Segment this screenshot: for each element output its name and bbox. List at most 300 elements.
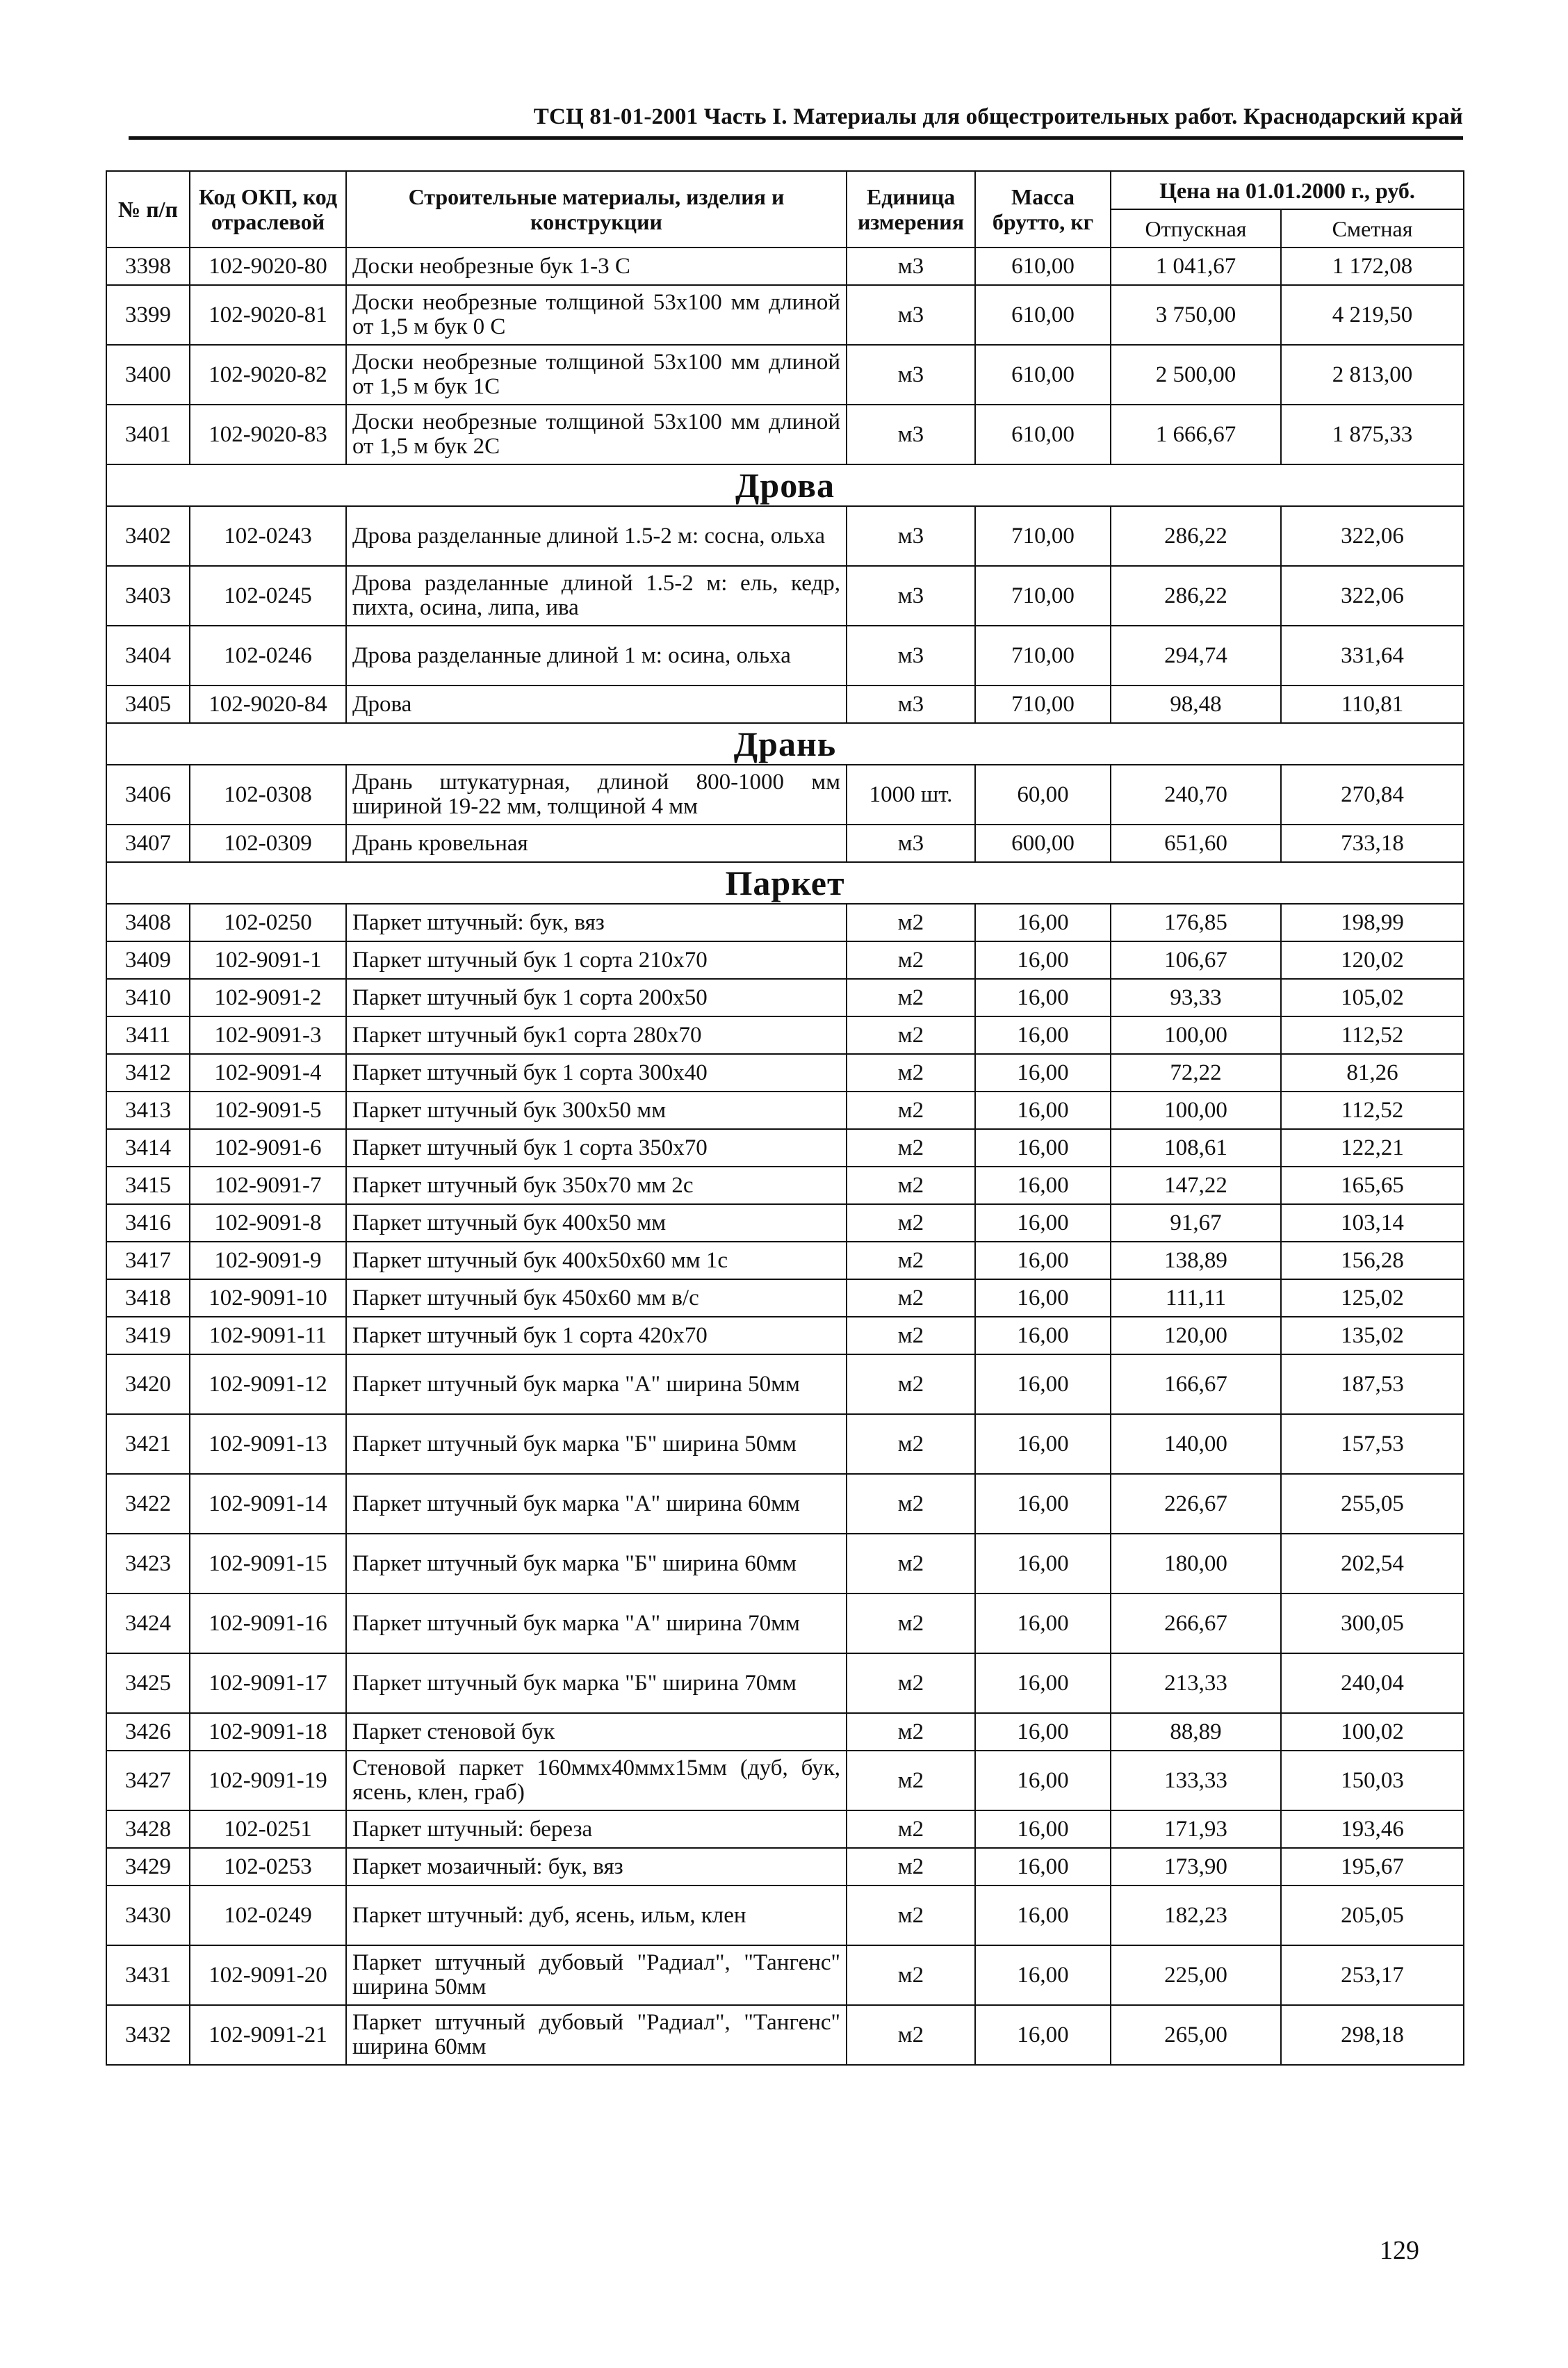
cell-estimate-price: 205,05: [1281, 1886, 1464, 1945]
table-row: [106, 1016, 1464, 1054]
cell-name: Паркет штучный бук 1 сорта 200х50: [346, 979, 847, 1016]
table-row: [106, 1279, 1464, 1317]
cell-release-price: 3 750,00: [1111, 285, 1281, 345]
cell-release-price: 100,00: [1111, 1092, 1281, 1129]
cell-estimate-price: 1 172,08: [1281, 248, 1464, 285]
cell-unit: м3: [847, 506, 975, 566]
cell-mass: 16,00: [975, 1354, 1111, 1414]
cell-estimate-price: 105,02: [1281, 979, 1464, 1016]
cell-estimate-price: 110,81: [1281, 686, 1464, 723]
table-row: [106, 1317, 1464, 1354]
cell-num: 3400: [106, 345, 190, 405]
cell-num: 3425: [106, 1653, 190, 1713]
table-row: [106, 979, 1464, 1016]
cell-code: 102-0309: [190, 825, 346, 862]
cell-estimate-price: 733,18: [1281, 825, 1464, 862]
cell-estimate-price: 100,02: [1281, 1713, 1464, 1751]
cell-name: Паркет штучный: береза: [346, 1810, 847, 1848]
cell-estimate-price: 1 875,33: [1281, 405, 1464, 464]
cell-name: Паркет штучный бук марка "Б" ширина 70мм: [346, 1653, 847, 1713]
cell-code: 102-9091-10: [190, 1279, 346, 1317]
cell-estimate-price: 112,52: [1281, 1092, 1464, 1129]
cell-mass: 610,00: [975, 345, 1111, 405]
table-row: [106, 1751, 1464, 1810]
cell-mass: 16,00: [975, 1751, 1111, 1810]
cell-name: Паркет штучный бук марка "А" ширина 50мм: [346, 1354, 847, 1414]
cell-num: 3413: [106, 1092, 190, 1129]
cell-unit: м2: [847, 1945, 975, 2005]
cell-name: Паркет штучный: дуб, ясень, ильм, клен: [346, 1886, 847, 1945]
cell-name: Паркет штучный дубовый "Радиал", "Тангенс" ширина 50мм: [346, 1945, 847, 2005]
cell-num: 3429: [106, 1848, 190, 1886]
cell-code: 102-9020-83: [190, 405, 346, 464]
cell-num: 3401: [106, 405, 190, 464]
cell-num: 3414: [106, 1129, 190, 1167]
table-row: [106, 1054, 1464, 1092]
section-row: [106, 464, 1464, 506]
cell-unit: м2: [847, 1886, 975, 1945]
cell-mass: 16,00: [975, 1713, 1111, 1751]
cell-unit: м3: [847, 626, 975, 686]
cell-code: 102-0243: [190, 506, 346, 566]
table-row: [106, 1242, 1464, 1279]
cell-num: 3430: [106, 1886, 190, 1945]
cell-name: Паркет штучный бук марка "А" ширина 60мм: [346, 1474, 847, 1534]
cell-name: Дрань кровельная: [346, 825, 847, 862]
cell-release-price: 106,67: [1111, 941, 1281, 979]
cell-code: 102-9091-8: [190, 1204, 346, 1242]
cell-name: Паркет штучный: бук, вяз: [346, 904, 847, 941]
table-row: [106, 1945, 1464, 2005]
cell-mass: 16,00: [975, 1092, 1111, 1129]
cell-unit: м3: [847, 345, 975, 405]
cell-estimate-price: 150,03: [1281, 1751, 1464, 1810]
cell-mass: 16,00: [975, 1279, 1111, 1317]
cell-mass: 16,00: [975, 1414, 1111, 1474]
cell-unit: м3: [847, 825, 975, 862]
cell-release-price: 147,22: [1111, 1167, 1281, 1204]
page-number: 129: [1380, 2236, 1419, 2265]
cell-unit: м2: [847, 1242, 975, 1279]
cell-code: 102-0249: [190, 1886, 346, 1945]
cell-mass: 16,00: [975, 1129, 1111, 1167]
cell-unit: м2: [847, 1534, 975, 1593]
cell-num: 3422: [106, 1474, 190, 1534]
cell-unit: м2: [847, 941, 975, 979]
cell-name: Паркет штучный бук марка "Б" ширина 60мм: [346, 1534, 847, 1593]
cell-estimate-price: 112,52: [1281, 1016, 1464, 1054]
cell-num: 3412: [106, 1054, 190, 1092]
cell-unit: м3: [847, 566, 975, 626]
cell-unit: м2: [847, 1167, 975, 1204]
cell-name: Паркет штучный бук1 сорта 280х70: [346, 1016, 847, 1054]
section-row: [106, 862, 1464, 904]
cell-num: 3406: [106, 765, 190, 825]
cell-name: Дрова разделанные длиной 1 м: осина, ольха: [346, 626, 847, 686]
cell-name: Паркет штучный бук 1 сорта 350х70: [346, 1129, 847, 1167]
cell-mass: 16,00: [975, 1204, 1111, 1242]
cell-estimate-price: 125,02: [1281, 1279, 1464, 1317]
col-header-code: Код ОКП, код отраслевой: [190, 171, 346, 248]
cell-mass: 610,00: [975, 405, 1111, 464]
cell-release-price: 72,22: [1111, 1054, 1281, 1092]
cell-mass: 16,00: [975, 1653, 1111, 1713]
cell-mass: 16,00: [975, 1810, 1111, 1848]
cell-num: 3419: [106, 1317, 190, 1354]
cell-code: 102-9091-12: [190, 1354, 346, 1414]
cell-unit: м2: [847, 1653, 975, 1713]
cell-code: 102-9091-1: [190, 941, 346, 979]
cell-num: 3411: [106, 1016, 190, 1054]
table-row: [106, 1354, 1464, 1414]
cell-release-price: 286,22: [1111, 506, 1281, 566]
cell-estimate-price: 4 219,50: [1281, 285, 1464, 345]
table-row: [106, 506, 1464, 566]
cell-mass: 16,00: [975, 1945, 1111, 2005]
cell-code: 102-0250: [190, 904, 346, 941]
table-header: [106, 171, 1464, 248]
cell-unit: м3: [847, 285, 975, 345]
cell-name: Паркет мозаичный: бук, вяз: [346, 1848, 847, 1886]
cell-code: 102-9020-80: [190, 248, 346, 285]
cell-release-price: 133,33: [1111, 1751, 1281, 1810]
cell-release-price: 266,67: [1111, 1593, 1281, 1653]
cell-name: Дрова разделанные длиной 1.5-2 м: сосна, ольха: [346, 506, 847, 566]
cell-estimate-price: 120,02: [1281, 941, 1464, 979]
cell-release-price: 294,74: [1111, 626, 1281, 686]
cell-release-price: 108,61: [1111, 1129, 1281, 1167]
cell-mass: 610,00: [975, 248, 1111, 285]
cell-unit: м2: [847, 1129, 975, 1167]
cell-estimate-price: 193,46: [1281, 1810, 1464, 1848]
cell-release-price: 226,67: [1111, 1474, 1281, 1534]
cell-estimate-price: 195,67: [1281, 1848, 1464, 1886]
cell-name: Доски необрезные бук 1-3 С: [346, 248, 847, 285]
cell-num: 3398: [106, 248, 190, 285]
cell-name: Паркет штучный бук 1 сорта 300х40: [346, 1054, 847, 1092]
cell-estimate-price: 156,28: [1281, 1242, 1464, 1279]
cell-release-price: 173,90: [1111, 1848, 1281, 1886]
table-row: [106, 248, 1464, 285]
cell-code: 102-9091-9: [190, 1242, 346, 1279]
cell-release-price: 138,89: [1111, 1242, 1281, 1279]
cell-release-price: 120,00: [1111, 1317, 1281, 1354]
cell-release-price: 171,93: [1111, 1810, 1281, 1848]
cell-release-price: 240,70: [1111, 765, 1281, 825]
table-row: [106, 941, 1464, 979]
cell-code: 102-0251: [190, 1810, 346, 1848]
cell-code: 102-9091-6: [190, 1129, 346, 1167]
cell-name: Паркет штучный бук 400х50х60 мм 1с: [346, 1242, 847, 1279]
cell-release-price: 91,67: [1111, 1204, 1281, 1242]
table-row: [106, 1593, 1464, 1653]
cell-num: 3424: [106, 1593, 190, 1653]
cell-name: Паркет штучный бук 450х60 мм в/с: [346, 1279, 847, 1317]
cell-code: 102-0253: [190, 1848, 346, 1886]
cell-code: 102-9091-17: [190, 1653, 346, 1713]
cell-name: Паркет штучный бук марка "Б" ширина 50мм: [346, 1414, 847, 1474]
cell-code: 102-9091-16: [190, 1593, 346, 1653]
cell-name: Дрань штукатурная, длиной 800-1000 мм шириной 19-22 мм, толщиной 4 мм: [346, 765, 847, 825]
cell-code: 102-9091-11: [190, 1317, 346, 1354]
cell-estimate-price: 322,06: [1281, 566, 1464, 626]
cell-code: 102-9091-18: [190, 1713, 346, 1751]
cell-release-price: 225,00: [1111, 1945, 1281, 2005]
cell-num: 3407: [106, 825, 190, 862]
cell-estimate-price: 255,05: [1281, 1474, 1464, 1534]
cell-name: Паркет штучный бук 1 сорта 210х70: [346, 941, 847, 979]
cell-release-price: 98,48: [1111, 686, 1281, 723]
cell-unit: м2: [847, 1317, 975, 1354]
cell-release-price: 166,67: [1111, 1354, 1281, 1414]
cell-release-price: 93,33: [1111, 979, 1281, 1016]
cell-mass: 16,00: [975, 1242, 1111, 1279]
cell-code: 102-9091-20: [190, 1945, 346, 2005]
cell-code: 102-9091-19: [190, 1751, 346, 1810]
cell-num: 3417: [106, 1242, 190, 1279]
cell-code: 102-9020-82: [190, 345, 346, 405]
cell-mass: 710,00: [975, 626, 1111, 686]
cell-name: Паркет штучный бук 400х50 мм: [346, 1204, 847, 1242]
cell-name: Стеновой паркет 160ммх40ммх15мм (дуб, бук, ясень, клен, граб): [346, 1751, 847, 1810]
section-title: Паркет: [106, 862, 1464, 904]
cell-unit: м2: [847, 1713, 975, 1751]
table-row: [106, 566, 1464, 626]
cell-code: 102-9091-3: [190, 1016, 346, 1054]
cell-num: 3420: [106, 1354, 190, 1414]
cell-release-price: 100,00: [1111, 1016, 1281, 1054]
cell-name: Доски необрезные толщиной 53х100 мм длиной от 1,5 м бук 1С: [346, 345, 847, 405]
table-row: [106, 2005, 1464, 2065]
cell-mass: 16,00: [975, 1054, 1111, 1092]
cell-unit: м2: [847, 2005, 975, 2065]
cell-num: 3427: [106, 1751, 190, 1810]
cell-release-price: 88,89: [1111, 1713, 1281, 1751]
cell-unit: м2: [847, 1848, 975, 1886]
col-header-release-price: Отпускная: [1111, 209, 1281, 248]
cell-release-price: 651,60: [1111, 825, 1281, 862]
table-row: [106, 1129, 1464, 1167]
section-title: Дрова: [106, 464, 1464, 506]
cell-num: 3426: [106, 1713, 190, 1751]
cell-unit: м2: [847, 1054, 975, 1092]
cell-unit: м2: [847, 1474, 975, 1534]
cell-estimate-price: 122,21: [1281, 1129, 1464, 1167]
cell-estimate-price: 253,17: [1281, 1945, 1464, 2005]
cell-mass: 16,00: [975, 1474, 1111, 1534]
table-row: [106, 1167, 1464, 1204]
cell-mass: 600,00: [975, 825, 1111, 862]
cell-num: 3431: [106, 1945, 190, 2005]
cell-estimate-price: 198,99: [1281, 904, 1464, 941]
col-header-price-group: Цена на 01.01.2000 г., руб.: [1111, 171, 1464, 209]
cell-estimate-price: 81,26: [1281, 1054, 1464, 1092]
cell-name: Доски необрезные толщиной 53х100 мм длиной от 1,5 м бук 0 С: [346, 285, 847, 345]
cell-code: 102-9091-2: [190, 979, 346, 1016]
cell-estimate-price: 322,06: [1281, 506, 1464, 566]
table-row: [106, 1414, 1464, 1474]
cell-name: Доски необрезные толщиной 53х100 мм длиной от 1,5 м бук 2С: [346, 405, 847, 464]
cell-mass: 16,00: [975, 1317, 1111, 1354]
cell-estimate-price: 165,65: [1281, 1167, 1464, 1204]
cell-mass: 16,00: [975, 1167, 1111, 1204]
cell-unit: 1000 шт.: [847, 765, 975, 825]
table-row: [106, 1886, 1464, 1945]
cell-num: 3410: [106, 979, 190, 1016]
cell-name: Паркет штучный бук 350х70 мм 2с: [346, 1167, 847, 1204]
cell-num: 3405: [106, 686, 190, 723]
cell-unit: м2: [847, 979, 975, 1016]
cell-release-price: 1 041,67: [1111, 248, 1281, 285]
cell-release-price: 182,23: [1111, 1886, 1281, 1945]
cell-mass: 16,00: [975, 1016, 1111, 1054]
table-row: [106, 765, 1464, 825]
cell-num: 3418: [106, 1279, 190, 1317]
cell-estimate-price: 331,64: [1281, 626, 1464, 686]
cell-mass: 16,00: [975, 979, 1111, 1016]
cell-mass: 710,00: [975, 506, 1111, 566]
cell-name: Паркет штучный бук 300х50 мм: [346, 1092, 847, 1129]
cell-unit: м2: [847, 1810, 975, 1848]
table-row: [106, 285, 1464, 345]
cell-unit: м3: [847, 686, 975, 723]
cell-num: 3416: [106, 1204, 190, 1242]
cell-num: 3399: [106, 285, 190, 345]
cell-name: Паркет штучный бук 1 сорта 420х70: [346, 1317, 847, 1354]
cell-mass: 610,00: [975, 285, 1111, 345]
cell-release-price: 286,22: [1111, 566, 1281, 626]
cell-num: 3423: [106, 1534, 190, 1593]
cell-mass: 710,00: [975, 686, 1111, 723]
cell-name: Дрова разделанные длиной 1.5-2 м: ель, кедр, пихта, осина, липа, ива: [346, 566, 847, 626]
running-header: ТСЦ 81-01-2001 Часть I. Материалы для общестроительных работ. Краснодарский край: [533, 104, 1463, 129]
cell-mass: 710,00: [975, 566, 1111, 626]
col-header-num: № п/п: [106, 171, 190, 248]
cell-code: 102-9091-15: [190, 1534, 346, 1593]
cell-unit: м2: [847, 904, 975, 941]
cell-code: 102-9091-21: [190, 2005, 346, 2065]
cell-estimate-price: 270,84: [1281, 765, 1464, 825]
cell-unit: м2: [847, 1593, 975, 1653]
cell-code: 102-9020-81: [190, 285, 346, 345]
table-row: [106, 1534, 1464, 1593]
cell-unit: м2: [847, 1092, 975, 1129]
cell-num: 3421: [106, 1414, 190, 1474]
cell-release-price: 2 500,00: [1111, 345, 1281, 405]
cell-estimate-price: 202,54: [1281, 1534, 1464, 1593]
section-title: Дрань: [106, 723, 1464, 765]
cell-unit: м2: [847, 1414, 975, 1474]
cell-num: 3428: [106, 1810, 190, 1848]
table-row: [106, 1848, 1464, 1886]
cell-estimate-price: 103,14: [1281, 1204, 1464, 1242]
cell-unit: м3: [847, 405, 975, 464]
table-row: [106, 1204, 1464, 1242]
cell-estimate-price: 2 813,00: [1281, 345, 1464, 405]
cell-estimate-price: 298,18: [1281, 2005, 1464, 2065]
cell-code: 102-0245: [190, 566, 346, 626]
cell-estimate-price: 157,53: [1281, 1414, 1464, 1474]
cell-mass: 16,00: [975, 2005, 1111, 2065]
table-row: [106, 686, 1464, 723]
cell-unit: м2: [847, 1751, 975, 1810]
cell-mass: 60,00: [975, 765, 1111, 825]
cell-estimate-price: 300,05: [1281, 1593, 1464, 1653]
cell-num: 3402: [106, 506, 190, 566]
cell-code: 102-9091-13: [190, 1414, 346, 1474]
cell-unit: м2: [847, 1016, 975, 1054]
cell-num: 3409: [106, 941, 190, 979]
cell-num: 3415: [106, 1167, 190, 1204]
cell-num: 3432: [106, 2005, 190, 2065]
cell-unit: м2: [847, 1204, 975, 1242]
cell-mass: 16,00: [975, 904, 1111, 941]
cell-release-price: 213,33: [1111, 1653, 1281, 1713]
cell-mass: 16,00: [975, 1848, 1111, 1886]
cell-code: 102-9091-4: [190, 1054, 346, 1092]
cell-mass: 16,00: [975, 1886, 1111, 1945]
cell-release-price: 265,00: [1111, 2005, 1281, 2065]
cell-mass: 16,00: [975, 941, 1111, 979]
col-header-unit: Единица измерения: [847, 171, 975, 248]
col-header-estimate-price: Сметная: [1281, 209, 1464, 248]
cell-estimate-price: 135,02: [1281, 1317, 1464, 1354]
cell-release-price: 140,00: [1111, 1414, 1281, 1474]
table-row: [106, 1653, 1464, 1713]
cell-code: 102-9091-14: [190, 1474, 346, 1534]
cell-code: 102-9091-5: [190, 1092, 346, 1129]
cell-code: 102-9020-84: [190, 686, 346, 723]
col-header-name: Строительные материалы, изделия и конструкции: [346, 171, 847, 248]
cell-release-price: 176,85: [1111, 904, 1281, 941]
cell-mass: 16,00: [975, 1593, 1111, 1653]
table-row: [106, 1474, 1464, 1534]
cell-release-price: 1 666,67: [1111, 405, 1281, 464]
cell-name: Дрова: [346, 686, 847, 723]
cell-code: 102-0246: [190, 626, 346, 686]
header-rule: [129, 136, 1463, 140]
cell-unit: м2: [847, 1279, 975, 1317]
table-row: [106, 1810, 1464, 1848]
cell-name: Паркет штучный дубовый "Радиал", "Тангенс" ширина 60мм: [346, 2005, 847, 2065]
cell-num: 3403: [106, 566, 190, 626]
cell-code: 102-0308: [190, 765, 346, 825]
price-table: [106, 170, 1464, 2066]
cell-name: Паркет стеновой бук: [346, 1713, 847, 1751]
cell-mass: 16,00: [975, 1534, 1111, 1593]
table-row: [106, 825, 1464, 862]
table-body: [106, 248, 1464, 2065]
cell-code: 102-9091-7: [190, 1167, 346, 1204]
cell-num: 3408: [106, 904, 190, 941]
cell-estimate-price: 240,04: [1281, 1653, 1464, 1713]
cell-release-price: 180,00: [1111, 1534, 1281, 1593]
section-row: [106, 723, 1464, 765]
table-row: [106, 904, 1464, 941]
table-row: [106, 626, 1464, 686]
cell-estimate-price: 187,53: [1281, 1354, 1464, 1414]
cell-unit: м2: [847, 1354, 975, 1414]
table-row: [106, 405, 1464, 464]
col-header-mass: Масса брутто, кг: [975, 171, 1111, 248]
cell-release-price: 111,11: [1111, 1279, 1281, 1317]
table-row: [106, 1713, 1464, 1751]
table-row: [106, 1092, 1464, 1129]
cell-unit: м3: [847, 248, 975, 285]
table-row: [106, 345, 1464, 405]
cell-num: 3404: [106, 626, 190, 686]
cell-name: Паркет штучный бук марка "А" ширина 70мм: [346, 1593, 847, 1653]
